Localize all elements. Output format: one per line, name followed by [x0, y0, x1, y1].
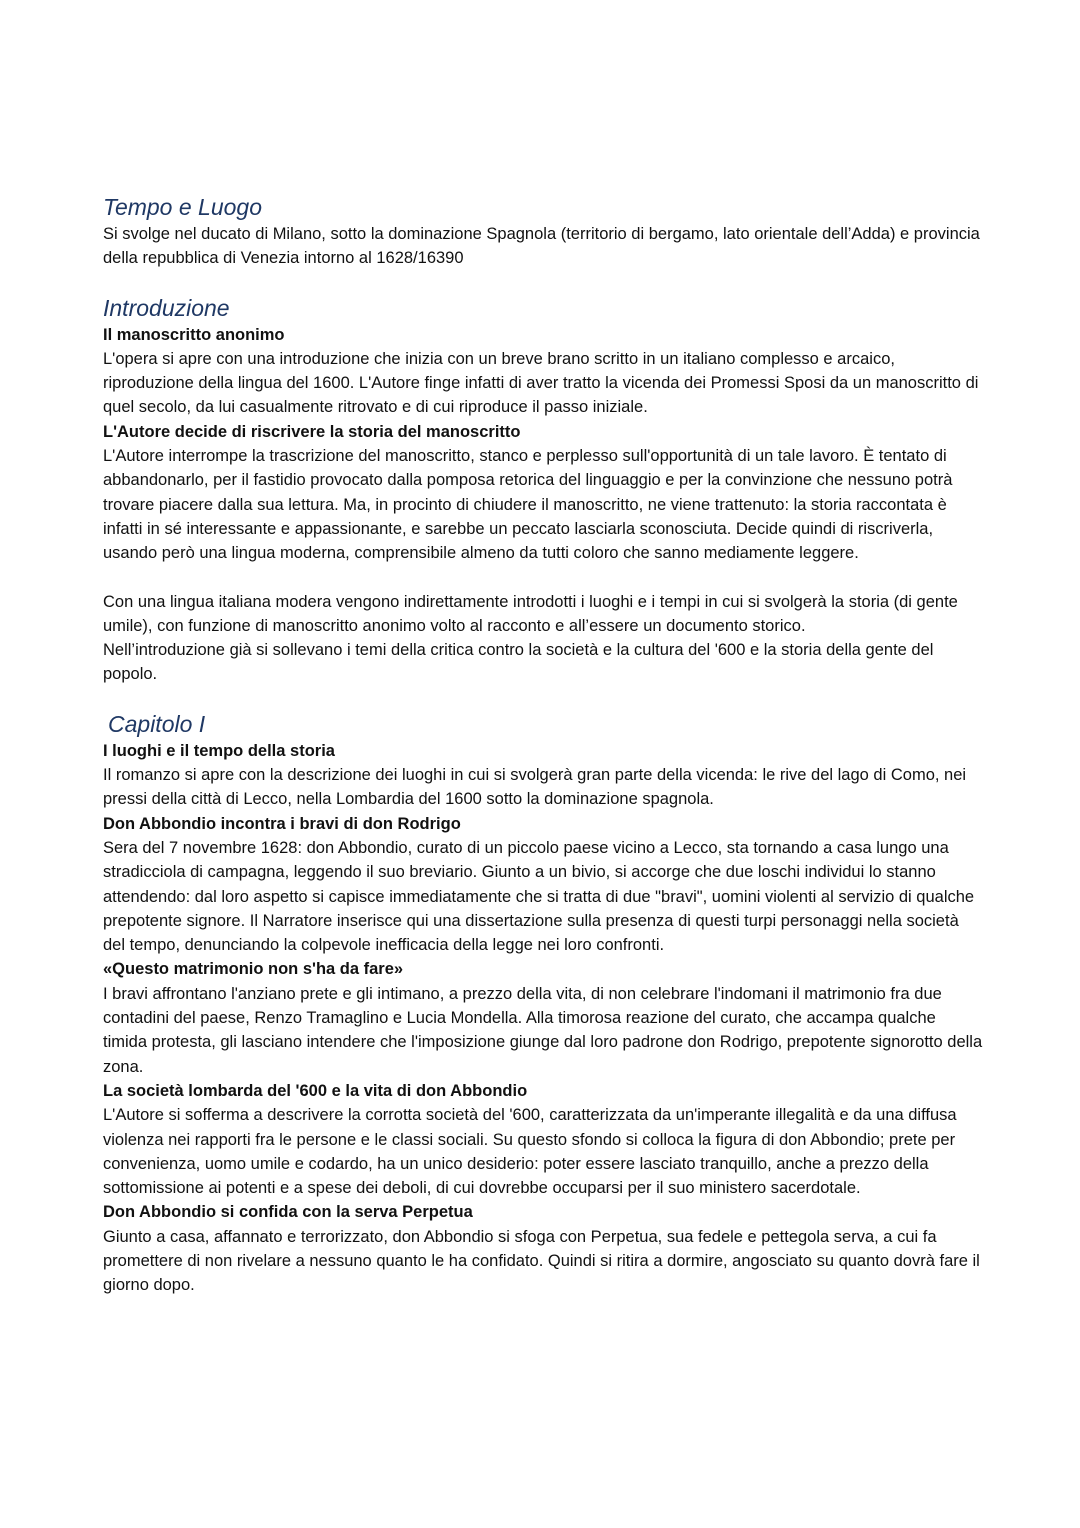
- paragraph: Giunto a casa, affannato e terrorizzato, don Abbondio si sfoga con Perpetua, sua fedele e pettegola serva, a cui fa promettere di non rivelare a nessuno quanto le ha confidato. Quindi si ritira a dormire, angosciato su quanto dovrà fare il giorno dopo.: [103, 1227, 980, 1295]
- subheading: Don Abbondio si confida con la serva Perpetua: [103, 1203, 473, 1222]
- subheading: «Questo matrimonio non s'ha da fare»: [103, 960, 404, 979]
- subheading: L'Autore decide di riscrivere la storia del manoscritto: [103, 422, 521, 441]
- section-title-capitolo-i: Capitolo I: [108, 710, 206, 737]
- paragraph: I bravi affrontano l'anziano prete e gli intimano, a prezzo della vita, di non celebrare l'indomani il matrimonio fra due contadini del paese, Renzo Tramaglino e Lucia Mondella. Alla timorosa reazione del curato, che accampa qualche timida protesta, gli lasciano intendere che l'imposizione giunge dal loro padrone don Rodrigo, prepotente signorotto della zona.: [103, 984, 983, 1076]
- section-title-introduzione: Introduzione: [103, 294, 230, 321]
- paragraph: Si svolge nel ducato di Milano, sotto la dominazione Spagnola (territorio di bergamo, lato orientale dell’Adda) e provincia della repubblica di Venezia intorno al 1628/16390: [103, 225, 980, 268]
- paragraph: Il romanzo si apre con la descrizione dei luoghi in cui si svolgerà gran parte della vicenda: le rive del lago di Como, nei pressi della città di Lecco, nella Lombardia del 1600 sotto la dominazione spagnola.: [103, 766, 967, 809]
- subheading: I luoghi e il tempo della storia: [103, 741, 335, 760]
- section-title-tempo-e-luogo: Tempo e Luogo: [103, 194, 263, 220]
- paragraph: L'opera si apre con una introduzione che inizia con un breve brano scritto in un italiano complesso e arcaico, riproduzione della lingua del 1600. L'Autore finge infatti di aver tratto la vicenda dei Promessi Sposi da un manoscritto di quel secolo, da lui casualmente ritrovato e di cui riproduce il passo iniziale.: [103, 349, 979, 417]
- paragraph: Sera del 7 novembre 1628: don Abbondio, curato di un piccolo paese vicino a Lecco, sta tornando a casa lungo una stradicciola di campagna, leggendo il suo breviario. Giunto a un bivio, si accorge che due loschi individui lo stanno attendendo: dal loro aspetto si capisce immediatamente che si tratta di due "bravi", uomini violenti al servizio di qualche prepotente signore. Il Narratore inserisce qui una dissertazione sulla presenza di questi turpi personaggi nella società del tempo, denunciando la colpevole inefficacia della legge nei loro confronti.: [103, 838, 975, 955]
- paragraph: L'Autore interrompe la trascrizione del manoscritto, stanco e perplesso sull'opportunità di un tale lavoro. È tentato di abbandonarlo, per il fastidio provocato dalla pomposa retorica del linguaggio e per la convinzione che nessuno potrà trovare piacere dalla sua lettura. Ma, in procinto di chiudere il manoscritto, ne viene trattenuto: la storia raccontata è infatti in sé interessante e appassionante, e sarebbe un peccato lasciarla sconosciuta. Decide quindi di riscriverla, usando però una lingua moderna, comprensibile almeno da tutti coloro che sanno mediamente leggere.: [103, 447, 953, 563]
- paragraph: Nell’introduzione già si sollevano i temi della critica contro la società e la cultura del '600 e la storia della gente del popolo.: [103, 641, 934, 684]
- document-page: [103, 192, 983, 1298]
- subheading: Don Abbondio incontra i bravi di don Rodrigo: [103, 814, 461, 833]
- subheading: La società lombarda del '600 e la vita di don Abbondio: [103, 1081, 528, 1100]
- paragraph: L'Autore si sofferma a descrivere la corrotta società del '600, caratterizzata da un'imperante illegalità e da una diffusa violenza nei rapporti fra le persone e le classi sociali. Su questo sfondo si colloca la figura di don Abbondio; prete per convenienza, uomo umile e codardo, ha un unico desiderio: poter essere lasciato tranquillo, anche a prezzo della sottomissione ai potenti e a spese dei deboli, di cui dovrebbe occuparsi per il suo ministero sacerdotale.: [103, 1106, 957, 1198]
- paragraph: Con una lingua italiana modera vengono indirettamente introdotti i luoghi e i tempi in cui si svolgerà la storia (di gente umile), con funzione di manoscritto anonimo volto al racconto e all’essere un documento storico.: [103, 592, 958, 635]
- subheading: Il manoscritto anonimo: [103, 325, 285, 344]
